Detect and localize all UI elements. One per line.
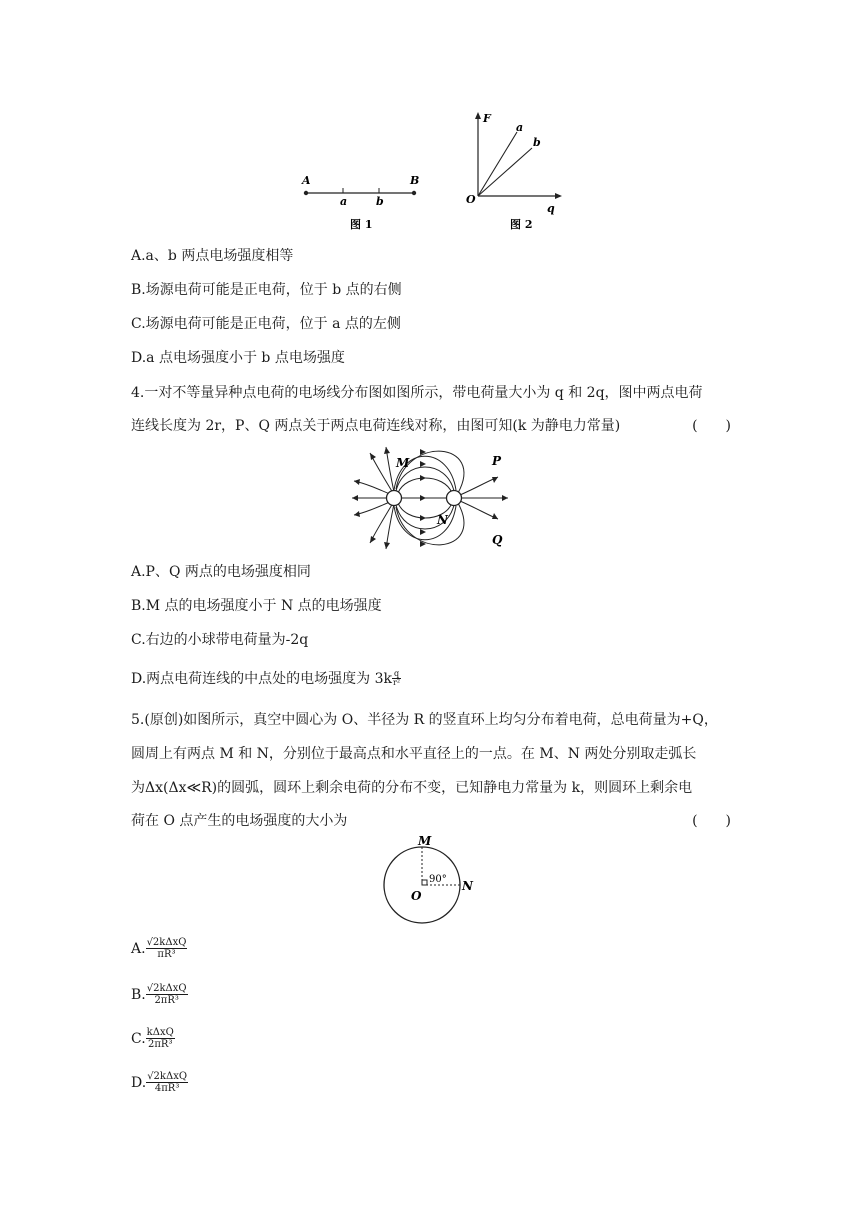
axis-x-label: q [547,202,555,215]
label-A: A [302,174,311,187]
q5-stem-line-1: 5.(原创)如图所示，真空中圆心为 O、半径为 R 的竖直环上均匀分布着电荷，总电荷量为+Q， [131,712,718,728]
q4-option-c: C.右边的小球带电荷量为-2q [131,632,309,648]
axis-x-arrow [555,193,562,199]
q5-option-c-denominator: 2πR³ [147,1039,173,1050]
q5-option-b-fraction [146,983,188,1006]
label-b: b [376,195,384,208]
figure-1-caption: 图 1 [350,218,373,231]
q5-option-d-fraction [146,1071,188,1094]
q5-label-M: M [418,834,432,848]
axis-y-label: F [483,112,491,125]
q4-option-a: A.P、Q 两点的电场强度相同 [131,564,311,580]
q5-option-d-denominator: 4πR³ [154,1083,180,1094]
q5-option-c [131,1027,175,1050]
q5-option-d-prefix: D. [131,1074,147,1091]
q5-option-c-numerator: kΔxQ [146,1027,174,1038]
q4-stem-line-2: 连线长度为 2r，P、Q 两点关于两点电荷连线对称，由图可知(k 为静电力常量) [131,418,621,434]
q5-option-c-prefix: C. [131,1030,146,1047]
line-b-label: b [533,136,541,149]
right-angle-mark [422,880,427,885]
q5-option-b [131,983,188,1006]
q5-option-a [131,937,187,960]
q5-stem-line-4: 荷在 O 点产生的电场强度的大小为 [131,813,348,829]
line-b [478,148,532,196]
q4-label-P: P [492,454,502,468]
q5-label-O: O [411,889,422,903]
q5-label-N: N [462,879,473,893]
q3-option-a: A.a、b 两点电场强度相等 [131,248,294,264]
q5-answer-paren: ( ) [692,813,731,829]
q3-option-d: D.a 点电场强度小于 b 点电场强度 [131,350,345,366]
q5-stem-line-3: 为Δx(Δx≪R)的圆弧，圆环上剩余电荷的分布不变，已知静电力常量为 k，则圆环上剩余电 [131,780,693,796]
q4-option-d-numerator: q [393,668,400,678]
q4-option-d-text: D.两点电荷连线的中点处的电场强度为 3k [131,671,393,687]
point-A-dot [304,191,308,195]
q3-option-c: C.场源电荷可能是正电荷，位于 a 点的左侧 [131,316,401,332]
q4-option-d [131,668,401,688]
q4-stem-line-2-row [131,416,731,436]
q5-ring-figure [380,834,480,928]
q5-option-a-numerator: √2kΔxQ [146,937,187,948]
figure-1 [296,170,426,235]
q4-label-N: N [437,513,448,527]
q5-stem-line-4-row [131,811,731,831]
charge-right [447,491,462,506]
line-a [478,132,517,196]
q4-option-d-denominator: r² [393,677,401,687]
q5-option-d [131,1071,188,1094]
q5-option-d-numerator: √2kΔxQ [147,1071,188,1082]
q5-angle-label: 90° [429,874,447,885]
q3-option-b: B.场源电荷可能是正电荷，位于 b 点的右侧 [131,282,402,298]
q4-option-b: B.M 点的电场强度小于 N 点的电场强度 [131,598,382,614]
origin-label: O [466,193,476,206]
axis-y-arrow [475,112,481,119]
line-a-label: a [516,121,524,134]
q5-option-a-denominator: πR³ [157,949,176,960]
q5-option-a-prefix: A. [131,940,146,957]
q4-option-d-fraction [392,670,401,687]
q4-answer-paren: ( ) [692,418,731,434]
q5-option-a-fraction [146,937,188,960]
label-B: B [410,174,420,187]
q5-option-b-numerator: √2kΔxQ [146,983,187,994]
q5-option-c-fraction [146,1027,175,1050]
figure-2-caption: 图 2 [510,218,533,231]
q5-stem-line-2: 圆周上有两点 M 和 N，分别位于最高点和水平直径上的一点。在 M、N 两处分别取走弧长 [131,746,697,762]
q4-label-M: M [396,456,410,470]
label-a: a [340,195,348,208]
q4-field-line-figure [346,443,516,555]
q4-stem-line-1: 4.一对不等量异种点电荷的电场线分布图如图所示，带电荷量大小为 q 和 2q，图中两点电荷 [131,385,703,401]
q5-option-b-denominator: 2πR³ [154,995,179,1006]
charge-left [387,491,402,506]
point-B-dot [412,191,416,195]
figure-2 [462,110,572,235]
q5-option-b-prefix: B. [131,986,146,1003]
q4-label-Q: Q [492,533,503,547]
